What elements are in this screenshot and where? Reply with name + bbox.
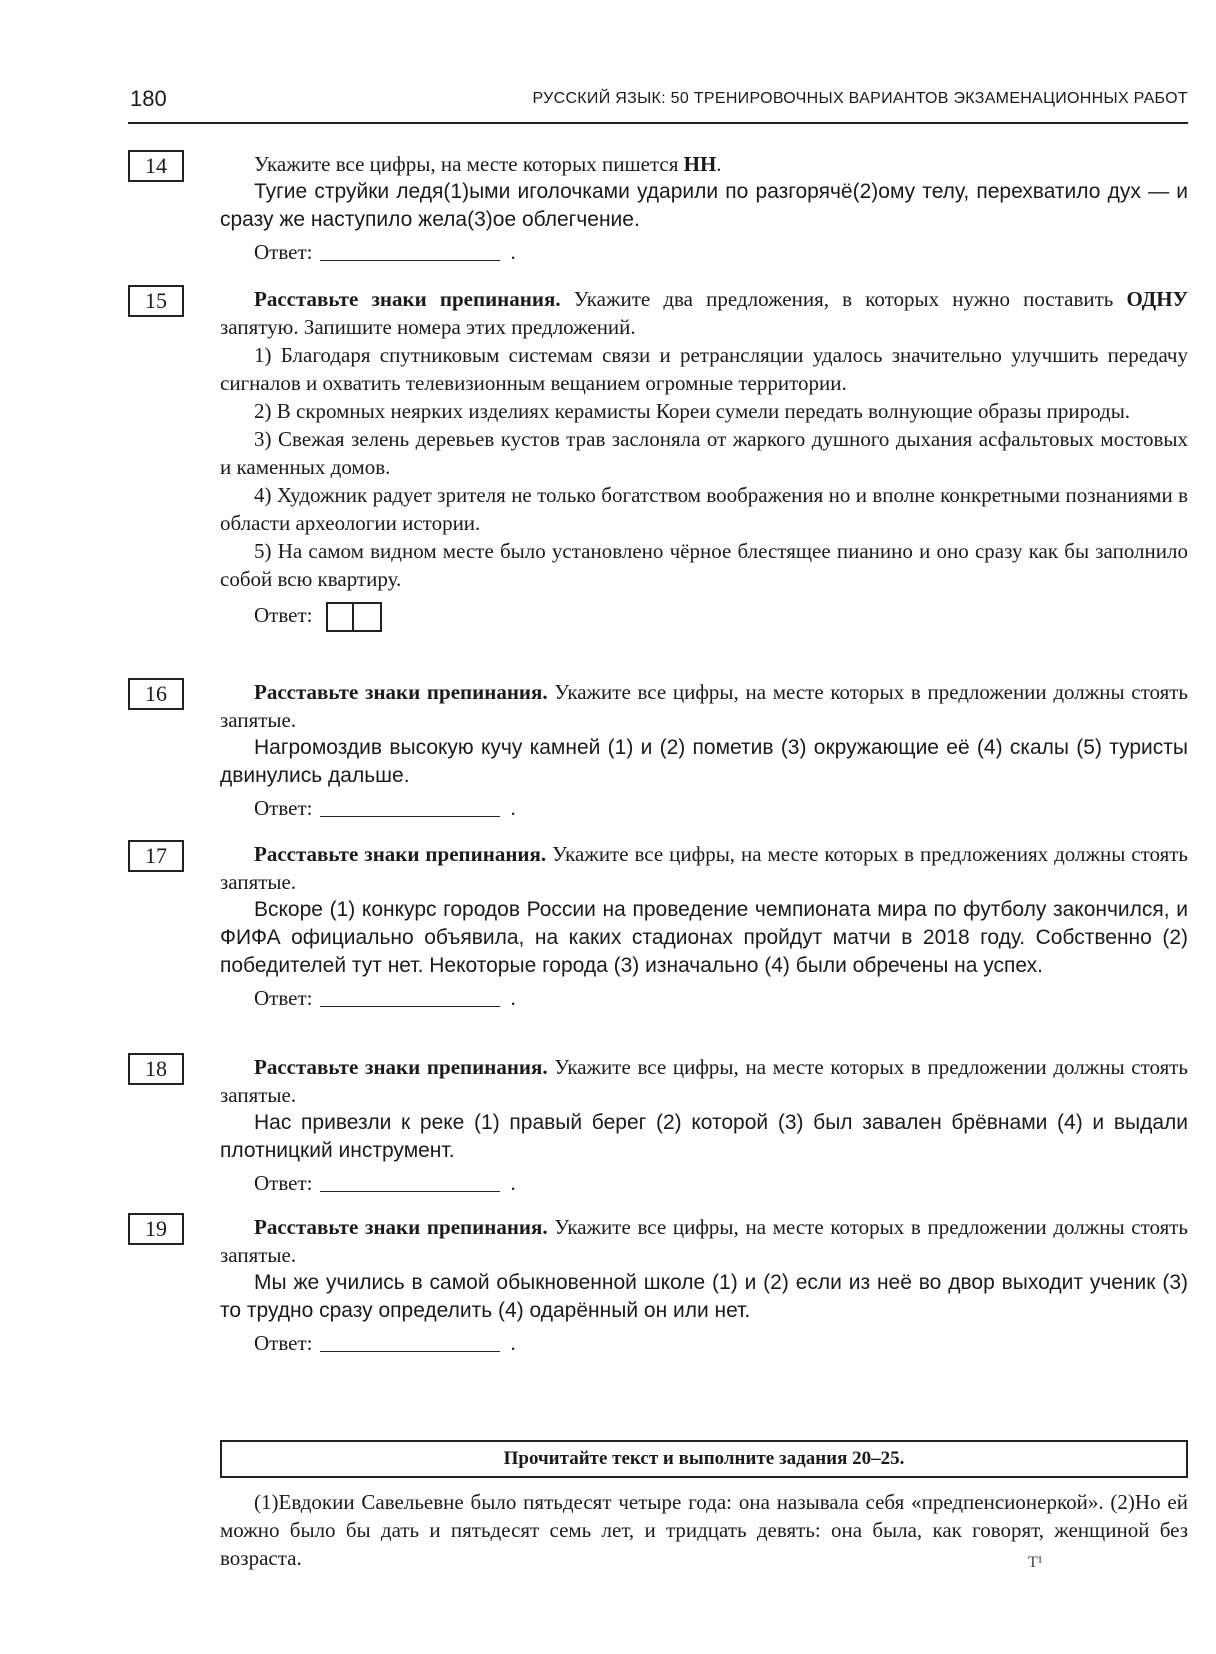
answer-line[interactable] xyxy=(320,1339,500,1352)
task-text: Тугие струйки ледя(1)ыми иголочками ударили по разгорячё(2)ому телу, перехватило дух — и сразу же наступило жела(3)ое облегчение. xyxy=(220,180,1188,231)
task-instruction: Расставьте знаки препинания. Укажите все цифры, на месте которых в предложении должны стоять запятые. xyxy=(220,1215,1188,1267)
task-text: Нас привезли к реке (1) правый берег (2) которой (3) был завален брёвнами (4) и выдали плотницкий инструмент. xyxy=(220,1111,1188,1162)
answer-row: Ответ: . xyxy=(254,1331,516,1355)
task-number: 15 xyxy=(128,285,184,317)
answer-line[interactable] xyxy=(320,248,500,261)
answer-cell[interactable] xyxy=(326,602,354,632)
running-title: РУССКИЙ ЯЗЫК: 50 ТРЕНИРОВОЧНЫХ ВАРИАНТОВ ЭКЗАМЕНАЦИОННЫХ РАБОТ xyxy=(532,90,1188,107)
task-text: Мы же учились в самой обыкновенной школе (1) и (2) если из неё во двор выходит ученик (3) то трудно сразу определить (4) одарённый он или нет. xyxy=(220,1271,1188,1322)
page-number: 180 xyxy=(130,86,167,111)
task-number: 17 xyxy=(128,840,184,872)
answer-row: Ответ: xyxy=(220,601,1188,632)
page-header xyxy=(128,86,1188,124)
task-number: 14 xyxy=(128,150,184,182)
task-text: Вскоре (1) конкурс городов России на проведение чемпионата мира по футболу закончился, и ФИФА официально объявила, на каких стадионах пройдут матчи в 2018 году. Собственно (2) победителей тут нет. Некоторые города (3) изначально (4) были обречены на успех. xyxy=(220,898,1188,977)
sentence-1: 1) Благодаря спутниковым системам связи и ретрансляции удалось значительно улучшить передачу сигналов и охватить телевизионным вещанием огромные территории. xyxy=(220,343,1188,395)
task-number: 16 xyxy=(128,678,184,710)
margin-mark: Т¹ xyxy=(1028,1554,1043,1571)
sentence-5: 5) На самом видном месте было установлено чёрное блестящее пианино и оно сразу как бы заполнило собой всю квартиру. xyxy=(220,539,1188,591)
task-number: 19 xyxy=(128,1213,184,1245)
answer-cells xyxy=(326,602,382,632)
answer-row: Ответ: . xyxy=(254,240,516,264)
reading-banner: Прочитайте текст и выполните задания 20–25. xyxy=(220,1440,1188,1478)
task-instruction: Расставьте знаки препинания. Укажите все цифры, на месте которых в предложении должны стоять запятые. xyxy=(220,1055,1188,1107)
task-instruction: Расставьте знаки препинания. Укажите все цифры, на месте которых в предложениях должны стоять запятые. xyxy=(220,842,1188,894)
answer-cell[interactable] xyxy=(354,602,382,632)
task-instruction: Укажите все цифры, на месте которых пишется НН. xyxy=(254,152,722,176)
task-instruction: Расставьте знаки препинания. Укажите два предложения, в которых нужно поставить ОДНУ запятую. Запишите номера этих предложений. xyxy=(220,287,1188,339)
task-number: 18 xyxy=(128,1053,184,1085)
sentence-2: 2) В скромных неярких изделиях керамисты Кореи сумели передать волнующие образы природы. xyxy=(254,399,1131,423)
task-instruction: Расставьте знаки препинания. Укажите все цифры, на месте которых в предложении должны стоять запятые. xyxy=(220,680,1188,732)
sentence-3: 3) Свежая зелень деревьев кустов трав заслоняла от жаркого душного дыхания асфальтовых мостовых и каменных домов. xyxy=(220,427,1188,479)
answer-row: Ответ: . xyxy=(254,796,516,820)
answer-line[interactable] xyxy=(320,804,500,817)
answer-row: Ответ: . xyxy=(254,1171,516,1195)
answer-line[interactable] xyxy=(320,1179,500,1192)
answer-row: Ответ: . xyxy=(254,986,516,1010)
sentence-4: 4) Художник радует зрителя не только богатством воображения но и вполне конкретными познаниями в области археологии истории. xyxy=(220,483,1188,535)
task-text: Нагромоздив высокую кучу камней (1) и (2) пометив (3) окружающие её (4) скалы (5) туристы двинулись дальше. xyxy=(220,736,1188,787)
answer-line[interactable] xyxy=(320,994,500,1007)
reading-text: (1)Евдокии Савельевне было пятьдесят четыре года: она называла себя «предпенсионеркой». (2)Но ей можно было бы дать и пятьдесят семь лет, и тридцать девять: она была, как говорят, женщиной без возраста. xyxy=(220,1490,1188,1570)
